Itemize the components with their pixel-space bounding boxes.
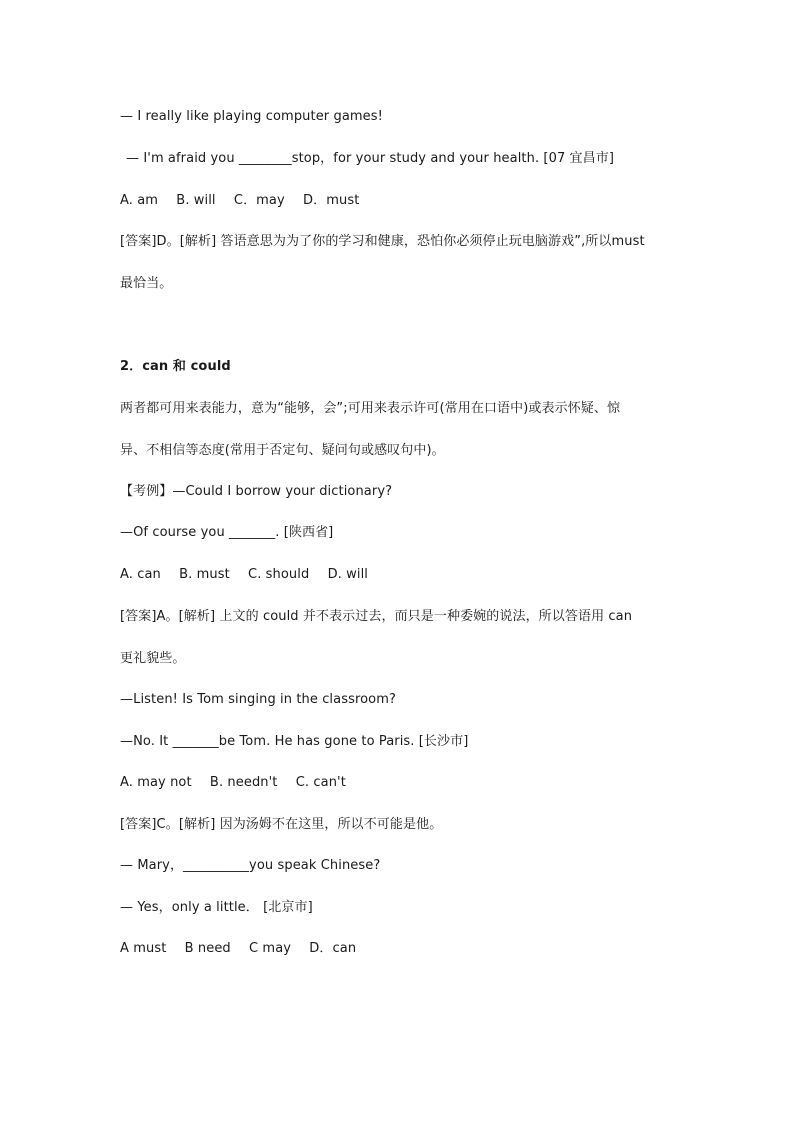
q4-options: [120, 940, 356, 958]
q4-line-1: — Mary，__________you speak Chinese?: [120, 858, 381, 873]
q4-line-2: — Yes，only a little． [北京市]: [120, 900, 313, 915]
option-a: A. can: [120, 567, 161, 582]
q2-answer-cont: 更礼貌些。: [120, 651, 186, 666]
q2-answer: [答案]A。[解析] 上文的 could 并不表示过去，而只是一种委婉的说法，所以答语用 can: [120, 609, 633, 624]
option-c: C．may: [233, 193, 285, 208]
q3-answer: [答案]C。[解析] 因为汤姆不在这里，所以不可能是他。: [120, 817, 443, 832]
section-heading: 2．can 和 could: [120, 359, 231, 374]
q2-line-2: —Of course you _______. [陕西省]: [120, 525, 334, 540]
option-c: C may: [249, 941, 292, 956]
option-b: B need: [184, 941, 231, 956]
q1-answer-cont: 最恰当。: [120, 276, 173, 291]
option-a: A. am: [120, 193, 159, 208]
option-b: B. will: [176, 193, 216, 208]
option-a: A must: [120, 941, 167, 956]
q1-answer: [答案]D。[解析] 答语意思为为了你的学习和健康，恐怕你必须停止玩电脑游戏”,所以must: [120, 234, 645, 249]
option-d: D．can: [309, 941, 357, 956]
q1-line-2: — I'm afraid you ________stop，for your study and your health. [07 宜昌市]: [126, 151, 615, 166]
q3-line-2: —No. It _______be Tom. He has gone to Paris. [长沙市]: [120, 734, 469, 749]
q2-options: [120, 566, 368, 584]
option-a: A. may not: [120, 775, 192, 790]
q3-line-1: —Listen! Is Tom singing in the classroom?: [120, 692, 396, 707]
q1-line-1: — I really like playing computer games!: [120, 109, 383, 124]
section-desc-1: 两者都可用来表能力，意为“能够，会”;可用来表示许可(常用在口语中)或表示怀疑、惊: [120, 401, 621, 416]
q1-options: [120, 192, 359, 210]
option-d: D．must: [303, 193, 360, 208]
option-c: C. can't: [295, 775, 346, 790]
section-desc-2: 异、不相信等态度(常用于否定句、疑问句或感叹句中)。: [120, 443, 445, 458]
q3-options: [120, 774, 346, 792]
q2-line-1: 【考例】—Could I borrow your dictionary?: [120, 484, 393, 499]
option-b: B. must: [179, 567, 230, 582]
option-d: D. will: [327, 567, 369, 582]
option-b: B. needn't: [209, 775, 278, 790]
option-c: C. should: [248, 567, 310, 582]
